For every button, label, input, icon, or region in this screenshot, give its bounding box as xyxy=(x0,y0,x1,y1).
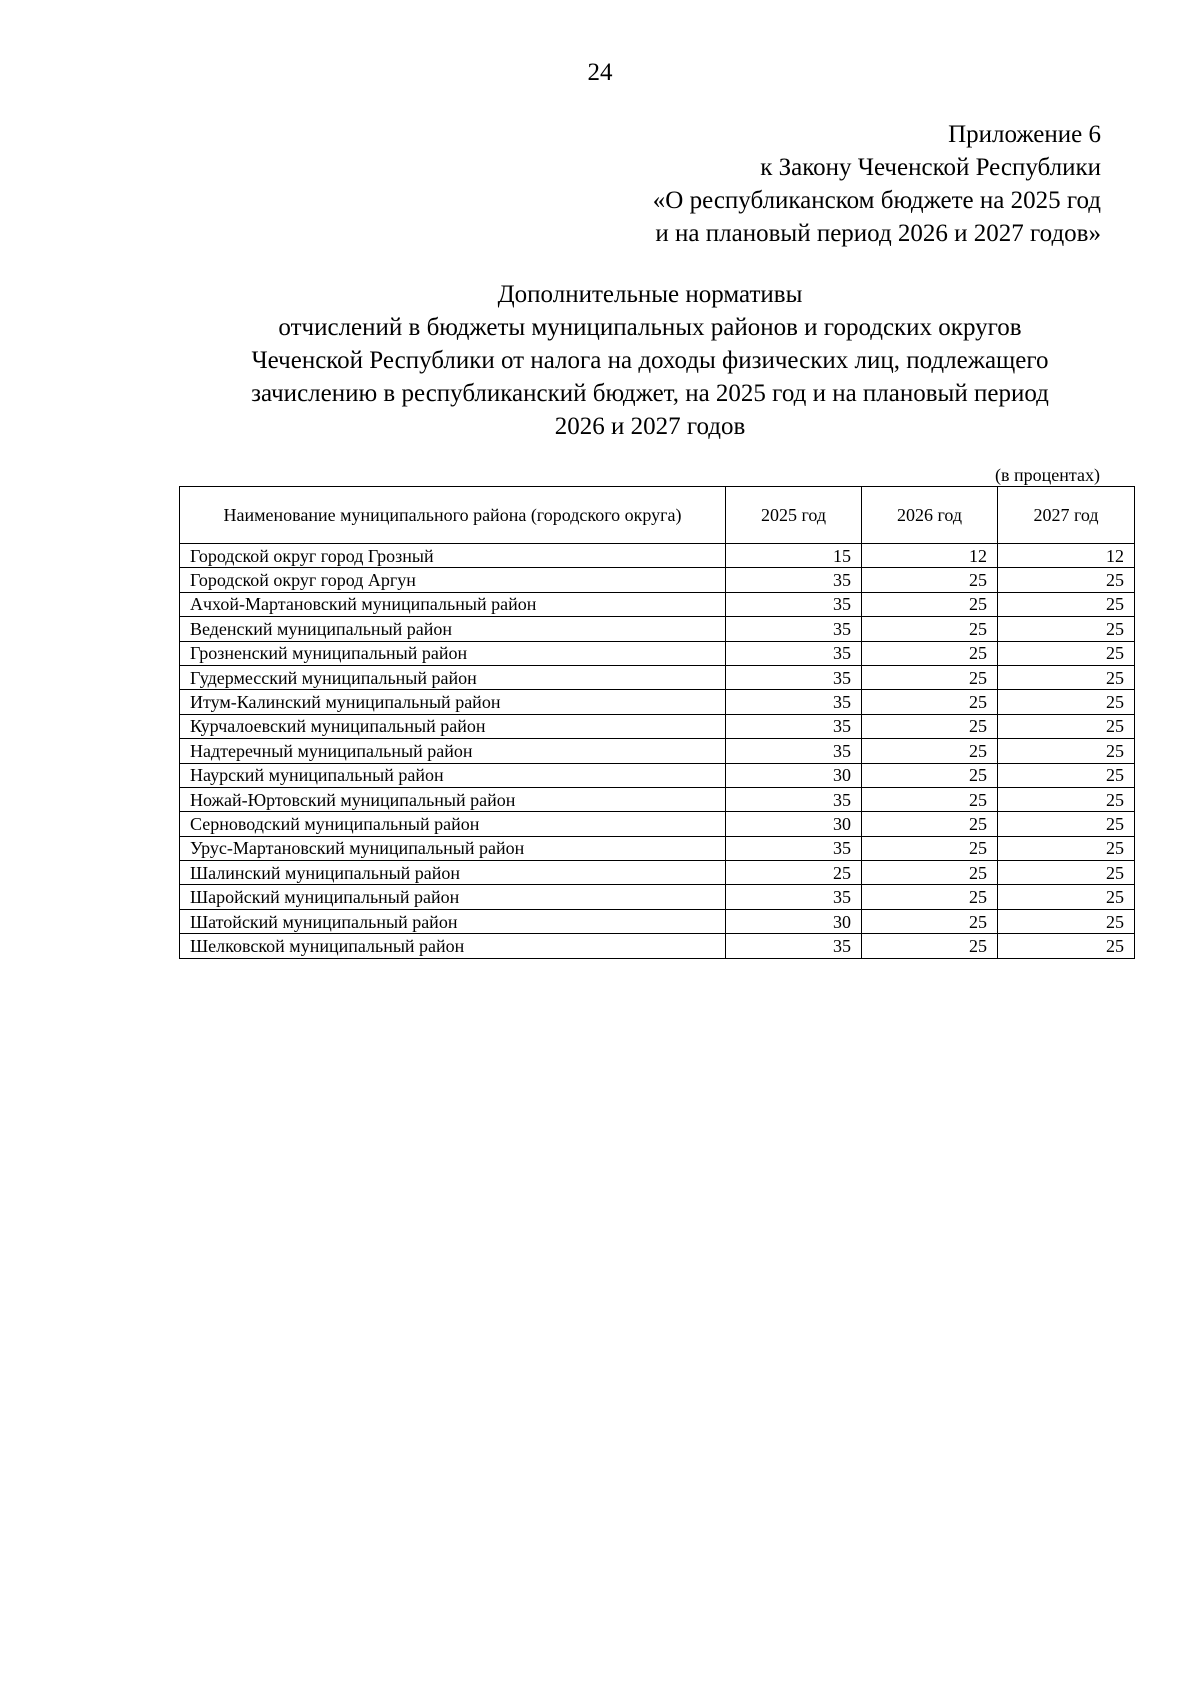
row-name-cell: Городской округ город Аргун xyxy=(180,568,726,592)
row-name-cell: Городской округ город Грозный xyxy=(180,544,726,568)
value-2025-cell: 35 xyxy=(726,641,862,665)
value-2027-cell: 25 xyxy=(998,909,1135,933)
value-2027-cell: 25 xyxy=(998,714,1135,738)
value-2025-cell: 35 xyxy=(726,714,862,738)
table-row xyxy=(180,617,1135,641)
title-line: 2026 и 2027 годов xyxy=(554,413,746,440)
table-row xyxy=(180,812,1135,836)
row-name-cell: Грозненский муниципальный район xyxy=(180,641,726,665)
table-row xyxy=(180,690,1135,714)
value-2027-cell: 25 xyxy=(998,665,1135,689)
value-2026-cell: 25 xyxy=(862,763,998,787)
value-2027-cell: 25 xyxy=(998,812,1135,836)
table-body xyxy=(180,544,1135,959)
column-header-2026: 2026 год xyxy=(862,487,998,544)
value-2025-cell: 15 xyxy=(726,544,862,568)
value-2027-cell: 25 xyxy=(998,739,1135,763)
norms-table xyxy=(179,486,1135,959)
value-2025-cell: 35 xyxy=(726,592,862,616)
value-2026-cell: 25 xyxy=(862,885,998,909)
row-name-cell: Курчалоевский муниципальный район xyxy=(180,714,726,738)
value-2027-cell: 25 xyxy=(998,641,1135,665)
row-name-cell: Веденский муниципальный район xyxy=(180,617,726,641)
table-row xyxy=(180,836,1135,860)
value-2027-cell: 25 xyxy=(998,836,1135,860)
value-2025-cell: 35 xyxy=(726,690,862,714)
value-2026-cell: 25 xyxy=(862,617,998,641)
row-name-cell: Надтеречный муниципальный район xyxy=(180,739,726,763)
value-2026-cell: 25 xyxy=(862,934,998,958)
row-name-cell: Урус-Мартановский муниципальный район xyxy=(180,836,726,860)
value-2026-cell: 25 xyxy=(862,690,998,714)
table-row xyxy=(180,739,1135,763)
row-name-cell: Ножай-Юртовский муниципальный район xyxy=(180,787,726,811)
column-header-2025: 2025 год xyxy=(726,487,862,544)
column-header-2027: 2027 год xyxy=(998,487,1135,544)
value-2026-cell: 25 xyxy=(862,739,998,763)
appendix-line: Приложение 6 xyxy=(948,121,1101,148)
page-number: 24 xyxy=(587,59,613,86)
table-row xyxy=(180,714,1135,738)
value-2025-cell: 35 xyxy=(726,787,862,811)
value-2026-cell: 25 xyxy=(862,787,998,811)
table-row xyxy=(180,934,1135,958)
value-2027-cell: 25 xyxy=(998,885,1135,909)
value-2025-cell: 35 xyxy=(726,617,862,641)
units-note: (в процентах) xyxy=(995,465,1100,485)
table-row xyxy=(180,763,1135,787)
value-2025-cell: 35 xyxy=(726,568,862,592)
title-line: Чеченской Республики от налога на доходы физических лиц, подлежащего xyxy=(251,347,1049,374)
appendix-line: к Закону Чеченской Республики xyxy=(760,154,1101,181)
value-2025-cell: 35 xyxy=(726,836,862,860)
value-2027-cell: 25 xyxy=(998,763,1135,787)
value-2025-cell: 35 xyxy=(726,885,862,909)
row-name-cell: Ачхой-Мартановский муниципальный район xyxy=(180,592,726,616)
row-name-cell: Наурский муниципальный район xyxy=(180,763,726,787)
row-name-cell: Гудермесский муниципальный район xyxy=(180,665,726,689)
row-name-cell: Серноводский муниципальный район xyxy=(180,812,726,836)
appendix-reference xyxy=(401,118,1101,250)
row-name-cell: Шелковской муниципальный район xyxy=(180,934,726,958)
row-name-cell: Шаройский муниципальный район xyxy=(180,885,726,909)
title-line: зачислению в республиканский бюджет, на 2025 год и на плановый период xyxy=(251,380,1049,407)
appendix-line: и на плановый период 2026 и 2027 годов» xyxy=(655,220,1101,247)
value-2027-cell: 25 xyxy=(998,568,1135,592)
value-2025-cell: 30 xyxy=(726,763,862,787)
value-2025-cell: 25 xyxy=(726,861,862,885)
value-2026-cell: 25 xyxy=(862,836,998,860)
row-name-cell: Итум-Калинский муниципальный район xyxy=(180,690,726,714)
row-name-cell: Шалинский муниципальный район xyxy=(180,861,726,885)
table-header-row xyxy=(180,487,1135,544)
value-2027-cell: 12 xyxy=(998,544,1135,568)
value-2026-cell: 25 xyxy=(862,714,998,738)
table-row xyxy=(180,568,1135,592)
value-2026-cell: 25 xyxy=(862,665,998,689)
value-2027-cell: 25 xyxy=(998,787,1135,811)
value-2026-cell: 25 xyxy=(862,861,998,885)
value-2025-cell: 35 xyxy=(726,665,862,689)
table-row xyxy=(180,592,1135,616)
row-name-cell: Шатойский муниципальный район xyxy=(180,909,726,933)
value-2026-cell: 25 xyxy=(862,909,998,933)
table-row xyxy=(180,885,1135,909)
value-2026-cell: 12 xyxy=(862,544,998,568)
table-row xyxy=(180,544,1135,568)
value-2027-cell: 25 xyxy=(998,690,1135,714)
table-row xyxy=(180,665,1135,689)
value-2027-cell: 25 xyxy=(998,592,1135,616)
column-header-name: Наименование муниципального района (городского округа) xyxy=(180,487,726,544)
table-row xyxy=(180,787,1135,811)
value-2027-cell: 25 xyxy=(998,934,1135,958)
value-2026-cell: 25 xyxy=(862,568,998,592)
table-row xyxy=(180,641,1135,665)
title-line: Дополнительные нормативы xyxy=(497,281,803,308)
value-2026-cell: 25 xyxy=(862,592,998,616)
table-row xyxy=(180,861,1135,885)
title-line: отчислений в бюджеты муниципальных районов и городских округов xyxy=(278,314,1022,341)
value-2026-cell: 25 xyxy=(862,641,998,665)
value-2027-cell: 25 xyxy=(998,617,1135,641)
table-row xyxy=(180,909,1135,933)
value-2025-cell: 35 xyxy=(726,739,862,763)
value-2025-cell: 30 xyxy=(726,812,862,836)
appendix-line: «О республиканском бюджете на 2025 год xyxy=(652,187,1101,214)
value-2025-cell: 35 xyxy=(726,934,862,958)
document-title xyxy=(60,278,1200,443)
value-2027-cell: 25 xyxy=(998,861,1135,885)
value-2025-cell: 30 xyxy=(726,909,862,933)
value-2026-cell: 25 xyxy=(862,812,998,836)
